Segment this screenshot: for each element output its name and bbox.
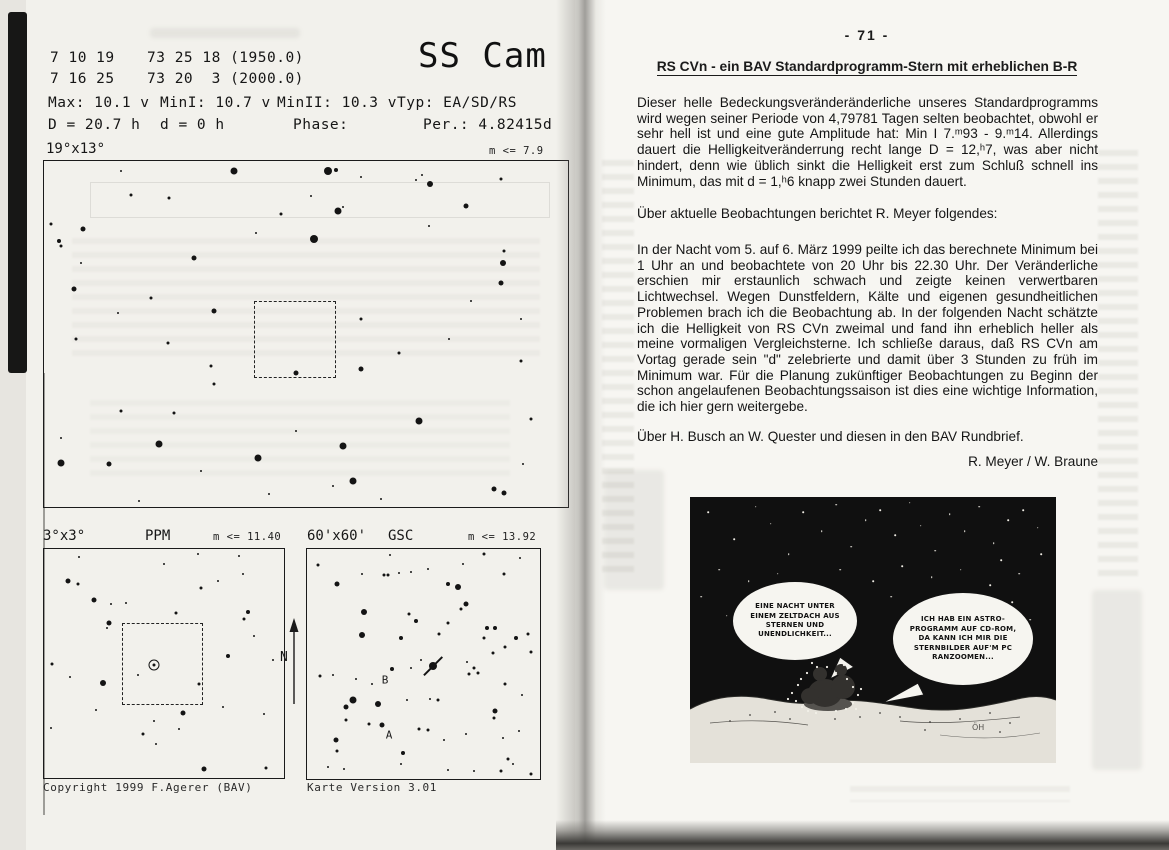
star bbox=[502, 573, 505, 576]
cartoon-sky-star bbox=[850, 546, 852, 548]
star bbox=[343, 705, 348, 710]
star bbox=[426, 729, 429, 732]
gsc-chart-catalog: GSC bbox=[388, 528, 414, 544]
gsc-chart-maglimit: m <= 13.92 bbox=[468, 531, 537, 543]
cartoon-sky-star bbox=[978, 506, 980, 508]
star bbox=[360, 318, 363, 321]
star bbox=[222, 706, 224, 708]
star bbox=[521, 694, 523, 696]
star bbox=[334, 168, 338, 172]
star bbox=[436, 699, 439, 702]
star bbox=[447, 769, 449, 771]
star bbox=[414, 619, 418, 623]
speech-bubble-left: EINE NACHT UNTER EINEM ZELTDACH AUS STERNEN UND UNENDLICHKEIT... bbox=[732, 581, 858, 661]
star bbox=[125, 602, 127, 604]
star bbox=[470, 300, 472, 302]
cartoon-sky-star bbox=[934, 550, 936, 552]
gsc-chart-scale: 60'x60' bbox=[307, 528, 367, 544]
cartoon-sky-star bbox=[748, 580, 750, 582]
star bbox=[380, 722, 385, 727]
star bbox=[202, 767, 207, 772]
star bbox=[57, 239, 61, 243]
star bbox=[319, 674, 322, 677]
comparison-star-label: A bbox=[385, 728, 393, 742]
main-chart-maglimit: m <= 7.9 bbox=[489, 145, 544, 157]
star bbox=[466, 661, 468, 663]
paragraph-3: In der Nacht vom 5. auf 6. März 1999 peilte ich das berechnete Minimum bei 1 Uhr an und beobachtete von 20 Uhr bis 22.30 Uhr. Der Veränderliche erschien mir erstaunlich schwach und zeigte keinen verwertbaren Lichtwechsel. Wegen Dunstfeldern, Kälte und eigenen gesundheitlichen Problemen brach ich die Beobachtung ab. In der folgenden Nacht schätzte ich die Helligkeit von RS CVn zweimal und fand ihn erheblich heller als meine vormaligen Vergleichsterne. Ich schließe daraus, daß RS CVn am Vortag gerade sein "d" zelebrierte und damit über 3 Stunden zu früh im Minimum war. Für die Planung zukünftiger Beobachtungen zu Beginn der schon angelaufenen Beobachtungssaison ist dies eine wichtige Information, die ich hier gern weitergebe. bbox=[637, 242, 1098, 415]
star bbox=[153, 720, 155, 722]
star bbox=[268, 493, 270, 495]
star bbox=[117, 312, 119, 314]
star bbox=[178, 728, 180, 730]
param-typ: Typ: EA/SD/RS bbox=[397, 95, 517, 111]
param-min2: MinII: 10.3 v bbox=[277, 95, 397, 111]
star bbox=[217, 580, 219, 582]
star bbox=[360, 176, 362, 178]
star bbox=[60, 437, 62, 439]
star bbox=[462, 563, 464, 565]
cartoon-sky-star bbox=[770, 523, 772, 525]
gsc-finder-chart bbox=[306, 548, 541, 780]
star bbox=[415, 179, 417, 181]
star bbox=[175, 611, 178, 614]
star bbox=[519, 557, 521, 559]
star bbox=[387, 573, 390, 576]
cartoon-sky-star bbox=[865, 519, 867, 521]
page-number: - 71 - bbox=[844, 27, 890, 43]
ppm-chart-catalog: PPM bbox=[145, 528, 171, 544]
star bbox=[129, 193, 132, 196]
cartoonist-signature: ÖH bbox=[972, 723, 985, 732]
star bbox=[398, 572, 400, 574]
variable-star-marker bbox=[423, 656, 443, 676]
star bbox=[512, 763, 514, 765]
ppm-chart-scale: 3°x3° bbox=[43, 528, 86, 544]
star bbox=[335, 581, 340, 586]
star bbox=[95, 709, 97, 711]
cartoon-sky-star bbox=[1011, 602, 1013, 604]
coords-dec-2000: 73 20 3 (2000.0) bbox=[147, 71, 304, 87]
star bbox=[473, 770, 475, 772]
star bbox=[361, 609, 367, 615]
star bbox=[371, 683, 373, 685]
star bbox=[49, 222, 52, 225]
star bbox=[504, 645, 507, 648]
cartoon-sky-star bbox=[960, 569, 962, 571]
star bbox=[401, 751, 405, 755]
cartoon-sky-star bbox=[700, 596, 702, 598]
star bbox=[446, 582, 450, 586]
star bbox=[80, 227, 85, 232]
star bbox=[446, 622, 449, 625]
star bbox=[349, 697, 356, 704]
star bbox=[57, 460, 64, 467]
star bbox=[389, 554, 391, 556]
star bbox=[110, 603, 112, 605]
star bbox=[279, 212, 282, 215]
star bbox=[473, 666, 476, 669]
star bbox=[106, 627, 108, 629]
star bbox=[520, 318, 522, 320]
star bbox=[367, 723, 370, 726]
star bbox=[427, 568, 429, 570]
map-version-caption: Karte Version 3.01 bbox=[307, 781, 438, 794]
star bbox=[359, 366, 364, 371]
star bbox=[463, 203, 468, 208]
cartoon-sky-star bbox=[901, 565, 903, 567]
param-phase: Phase: bbox=[293, 117, 349, 133]
star bbox=[78, 556, 80, 558]
star bbox=[263, 713, 265, 715]
north-arrow-icon bbox=[286, 618, 302, 708]
star bbox=[418, 728, 421, 731]
star bbox=[448, 338, 450, 340]
star bbox=[529, 418, 532, 421]
star bbox=[167, 341, 170, 344]
star bbox=[375, 701, 381, 707]
main-chart-scale: 19°x13° bbox=[46, 141, 106, 157]
paragraph-4: Über H. Busch an W. Quester und diesen in den BAV Rundbrief. bbox=[637, 429, 1024, 444]
cartoon-sky-star bbox=[920, 525, 922, 527]
star bbox=[507, 757, 510, 760]
cartoon-sky-star bbox=[803, 512, 805, 514]
star bbox=[522, 463, 524, 465]
star bbox=[483, 553, 486, 556]
param-period: Per.: 4.82415d bbox=[423, 117, 553, 133]
star bbox=[327, 766, 329, 768]
cartoon-sky-star bbox=[931, 577, 933, 579]
star bbox=[77, 583, 80, 586]
cartoon-sky-star bbox=[726, 615, 728, 617]
star bbox=[498, 281, 503, 286]
star bbox=[310, 195, 312, 197]
star bbox=[100, 680, 106, 686]
gsc-chart-starfield bbox=[307, 549, 540, 779]
cartoon-panel bbox=[690, 497, 1056, 763]
star bbox=[519, 359, 522, 362]
cartoon-sky-star bbox=[949, 513, 951, 515]
star bbox=[59, 245, 62, 248]
star bbox=[342, 206, 344, 208]
variable-star-marker bbox=[148, 660, 159, 671]
star bbox=[499, 177, 502, 180]
star bbox=[526, 632, 529, 635]
star bbox=[380, 498, 382, 500]
star bbox=[529, 772, 532, 775]
article-title bbox=[637, 59, 1097, 74]
cartoon-sky-star bbox=[909, 502, 911, 504]
star bbox=[344, 718, 347, 721]
star bbox=[399, 636, 403, 640]
cartoon-sky-star bbox=[891, 596, 893, 598]
cartoon-sky-star bbox=[1000, 559, 1002, 561]
star bbox=[465, 733, 467, 735]
param-duration: D = 20.7 h bbox=[48, 117, 141, 133]
star bbox=[406, 699, 408, 701]
star bbox=[485, 626, 489, 630]
star bbox=[316, 564, 319, 567]
star bbox=[343, 768, 345, 770]
cartoon-sky-star bbox=[1030, 619, 1032, 621]
star bbox=[500, 260, 506, 266]
star bbox=[529, 651, 532, 654]
star bbox=[106, 462, 111, 467]
star bbox=[502, 737, 504, 739]
star bbox=[334, 208, 341, 215]
star bbox=[242, 573, 244, 575]
ppm-chart-starfield bbox=[44, 549, 284, 778]
star bbox=[74, 337, 77, 340]
star bbox=[50, 727, 52, 729]
star bbox=[50, 662, 53, 665]
star bbox=[210, 364, 213, 367]
ppm-finder-chart bbox=[43, 548, 285, 779]
speech-bubble-right: ICH HAB EIN ASTRO-PROGRAMM AUF CD-ROM, DA KANN ICH MIR DIE STERNBILDER AUF'M PC RANZOOMEN... bbox=[892, 592, 1034, 686]
star bbox=[332, 485, 334, 487]
star bbox=[120, 410, 123, 413]
star bbox=[408, 613, 411, 616]
star bbox=[493, 626, 497, 630]
star bbox=[163, 563, 165, 565]
star bbox=[361, 573, 363, 575]
star bbox=[427, 181, 433, 187]
star bbox=[410, 571, 412, 573]
star bbox=[142, 733, 145, 736]
cartoon-sky-star bbox=[708, 512, 710, 514]
main-chart-starfield bbox=[44, 161, 568, 507]
cartoon-sky-star bbox=[755, 506, 757, 508]
cartoon-sky-star bbox=[836, 504, 838, 506]
cartoon-sky-star bbox=[989, 584, 991, 586]
star bbox=[492, 487, 497, 492]
star bbox=[428, 225, 430, 227]
star bbox=[107, 620, 112, 625]
star bbox=[155, 441, 162, 448]
star bbox=[420, 659, 422, 661]
scan-bottom-shadow bbox=[556, 820, 1169, 850]
star bbox=[272, 659, 274, 661]
star bbox=[483, 637, 486, 640]
cartoon-sky-star bbox=[777, 573, 779, 575]
star bbox=[443, 739, 445, 741]
param-min1: MinI: 10.7 v bbox=[160, 95, 271, 111]
star bbox=[238, 555, 240, 557]
cartoon-sky-star bbox=[788, 554, 790, 556]
star bbox=[168, 197, 171, 200]
star bbox=[477, 671, 480, 674]
star bbox=[253, 635, 255, 637]
cartoon-sky-star bbox=[839, 569, 841, 571]
star bbox=[504, 683, 507, 686]
cartoon-sky-star bbox=[1037, 527, 1039, 529]
star bbox=[242, 618, 245, 621]
book-gutter-shadow bbox=[556, 0, 606, 850]
star bbox=[180, 710, 185, 715]
comparison-star-label: B bbox=[381, 673, 389, 687]
star bbox=[493, 708, 498, 713]
coords-ra-1950: 7 10 19 bbox=[50, 50, 115, 66]
star bbox=[416, 417, 423, 424]
star bbox=[438, 632, 441, 635]
star bbox=[69, 676, 71, 678]
star bbox=[80, 262, 82, 264]
cartoon-sky-star bbox=[718, 569, 720, 571]
copyright-caption: Copyright 1999 F.Agerer (BAV) bbox=[43, 781, 253, 794]
star bbox=[199, 586, 202, 589]
star bbox=[255, 232, 257, 234]
star bbox=[355, 678, 357, 680]
star bbox=[324, 167, 332, 175]
cartoon-sky-star bbox=[821, 531, 823, 533]
cartoon-sky-star bbox=[1041, 554, 1043, 556]
star bbox=[333, 737, 338, 742]
star bbox=[455, 584, 461, 590]
star bbox=[336, 749, 339, 752]
cartoon-sky-star bbox=[1019, 573, 1021, 575]
star bbox=[66, 579, 71, 584]
field-of-view-dashed-box bbox=[254, 301, 336, 378]
star bbox=[254, 454, 261, 461]
star bbox=[421, 174, 423, 176]
star-name: SS Cam bbox=[418, 36, 547, 76]
star bbox=[350, 478, 357, 485]
star bbox=[120, 170, 122, 172]
star bbox=[155, 743, 157, 745]
article-title-text: RS CVn - ein BAV Standardprogramm-Stern mit erheblichen B-R bbox=[656, 59, 1078, 74]
star bbox=[359, 632, 365, 638]
star bbox=[246, 610, 250, 614]
paragraph-1: Dieser helle Bedeckungsveränderänderliche unseres Standardprogramms wird wegen seiner Periode von 4,79781 Tagen selten beobachtet, obwohl er sehr hell ist und eine gute Amplitude hat: Min I 7.ᵐ93 - 9.ᵐ14. Allerdings dauert die Helligkeitveränderrung recht lange D = 12,ʰ7, was aber nicht hindert, denn wie üblich sinkt die Helligkeit erst zum Schluß schnell ins Minimum, das mit d = 1,ʰ6 knapp zwei Stunden dauert. bbox=[637, 95, 1098, 189]
star bbox=[493, 717, 496, 720]
star bbox=[172, 411, 175, 414]
star bbox=[295, 430, 297, 432]
star bbox=[197, 553, 199, 555]
star bbox=[340, 443, 347, 450]
star bbox=[503, 249, 506, 252]
star bbox=[382, 573, 385, 576]
paragraph-2: Über aktuelle Beobachtungen berichtet R. Meyer folgendes: bbox=[637, 206, 998, 221]
star bbox=[514, 636, 518, 640]
coords-ra-2000: 7 16 25 bbox=[50, 71, 115, 87]
star bbox=[429, 698, 431, 700]
cartoon-sky-star bbox=[880, 510, 882, 512]
star bbox=[226, 654, 230, 658]
param-max: Max: 10.1 v bbox=[48, 95, 150, 111]
star bbox=[400, 763, 402, 765]
ppm-chart-maglimit: m <= 11.40 bbox=[213, 531, 282, 543]
coords-dec-1950: 73 25 18 (1950.0) bbox=[147, 50, 304, 66]
cartoon-sky-star bbox=[964, 531, 966, 533]
param-d: d = 0 h bbox=[160, 117, 225, 133]
cartoon-sky-star bbox=[1008, 519, 1010, 521]
cartoon-sky-star bbox=[733, 538, 735, 540]
star bbox=[460, 608, 463, 611]
star bbox=[463, 601, 468, 606]
star bbox=[310, 235, 318, 243]
star bbox=[212, 383, 215, 386]
cartoon-sky-star bbox=[993, 542, 995, 544]
star bbox=[397, 352, 400, 355]
star bbox=[138, 500, 140, 502]
star bbox=[502, 491, 507, 496]
star bbox=[410, 667, 412, 669]
cartoon-sky-star bbox=[872, 580, 874, 582]
cartoon-sky-star bbox=[1022, 510, 1024, 512]
star bbox=[467, 672, 470, 675]
star bbox=[265, 766, 268, 769]
star bbox=[332, 674, 334, 676]
north-label: N bbox=[280, 650, 288, 665]
cartoon-sky-star bbox=[894, 535, 896, 537]
star bbox=[149, 297, 152, 300]
book-edge-strip bbox=[8, 12, 27, 373]
star bbox=[500, 769, 503, 772]
star bbox=[91, 598, 96, 603]
star bbox=[191, 255, 196, 260]
star bbox=[200, 470, 202, 472]
star bbox=[231, 168, 238, 175]
main-finder-chart bbox=[43, 160, 569, 508]
field-of-view-dashed-box bbox=[122, 623, 203, 705]
star bbox=[491, 651, 494, 654]
star bbox=[211, 309, 216, 314]
star bbox=[518, 730, 520, 732]
star bbox=[390, 667, 394, 671]
author-signature: R. Meyer / W. Braune bbox=[968, 454, 1098, 469]
star bbox=[71, 287, 76, 292]
